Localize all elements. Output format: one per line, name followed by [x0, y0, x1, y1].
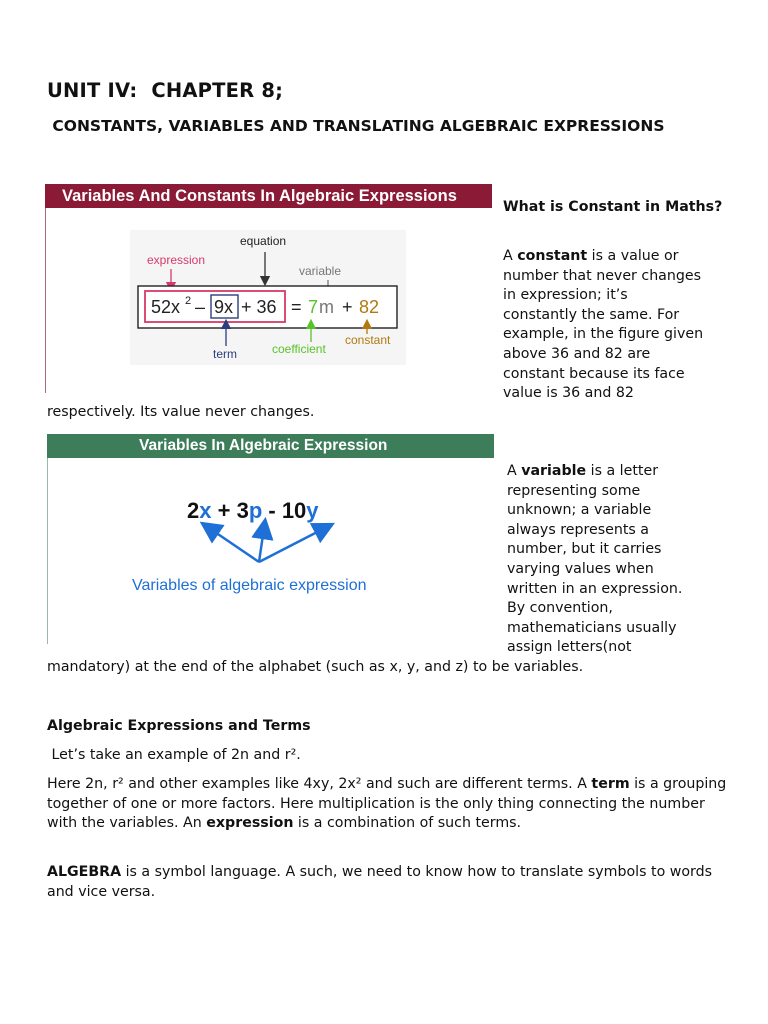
constant-paragraph	[503, 247, 753, 404]
page-heading: UNIT IV: CHAPTER 8;	[47, 79, 284, 102]
variable-paragraph	[507, 462, 757, 658]
variable-line: always represents a	[507, 521, 650, 538]
algebra-keyword: ALGEBRA	[47, 864, 122, 880]
expr-op-1: + 3	[211, 498, 249, 523]
constant-continuation: respectively. Its value never changes.	[47, 404, 315, 420]
eq-variable: m	[319, 297, 334, 317]
variables-expression	[187, 498, 319, 523]
variable-line: By convention,	[507, 600, 613, 617]
terms-heading: Algebraic Expressions and Terms	[47, 718, 311, 734]
variable-line: varying values when	[507, 560, 654, 577]
arrow-to-y	[259, 528, 325, 562]
expr-var-p: p	[248, 498, 263, 523]
terms-example: Let’s take an example of 2n and r².	[47, 747, 301, 763]
constant-line: constant because its face	[503, 365, 685, 382]
variable-line: mathematicians usually	[507, 619, 677, 636]
label-variable: variable	[299, 264, 342, 278]
variable-line: representing some	[507, 482, 641, 499]
variable-line: number, but it carries	[507, 541, 662, 558]
variable-line: A variable is a letter	[507, 463, 659, 479]
term-keyword: term	[591, 776, 630, 792]
eq-minus: –	[195, 297, 206, 317]
terms-paragraph: Here 2n, r² and other examples like 4xy, 2x² and such are different terms. A term is a grouping together of one or more factors. Here multiplication is the only thing connecting the number with the variables. An expression is a combination of such terms.	[47, 776, 727, 832]
constant-line: A constant is a value or	[503, 248, 679, 264]
equation-diagram	[45, 184, 492, 393]
figure-variables-constants	[45, 184, 492, 393]
eq-plus: +	[342, 297, 353, 317]
label-expression: expression	[147, 253, 206, 267]
arrow-to-p	[259, 528, 264, 562]
constant-line: above 36 and 82 are	[503, 345, 651, 362]
label-equation: equation	[240, 234, 287, 248]
figure-variables	[47, 434, 494, 644]
constant-line: example, in the figure given	[503, 326, 704, 343]
expression-keyword: expression	[206, 815, 294, 832]
label-constant: constant	[345, 333, 391, 347]
arrow-to-x	[209, 528, 259, 562]
label-term: term	[213, 347, 237, 361]
eq-equals: =	[291, 297, 302, 317]
expr-op-2: - 10	[262, 498, 307, 523]
figure2-title: Variables In Algebraic Expression	[47, 434, 494, 458]
variable-line: unknown; a variable	[507, 502, 652, 519]
eq-coefficient: 7	[308, 297, 319, 317]
eq-lead: 52x	[151, 297, 181, 317]
constant-keyword: constant	[517, 248, 588, 264]
variables-diagram	[47, 434, 494, 644]
expr-var-y: y	[306, 498, 319, 523]
label-coefficient: coefficient	[272, 342, 326, 356]
constant-line: number that never changes	[503, 267, 701, 284]
variable-keyword: variable	[521, 463, 587, 479]
figure1-title: Variables And Constants In Algebraic Expressions	[45, 184, 492, 208]
constant-line: in expression; it’s	[503, 287, 628, 304]
eq-constant: 82	[359, 297, 380, 317]
variables-caption: Variables of algebraic expression	[132, 577, 367, 594]
variable-continuation: mandatory) at the end of the alphabet (such as x, y, and z) to be variables.	[47, 659, 584, 675]
page-subheading: CONSTANTS, VARIABLES AND TRANSLATING ALGEBRAIC EXPRESSIONS	[47, 117, 665, 135]
eq-exponent: 2	[185, 295, 192, 307]
eq-boxed-term: 9x	[214, 297, 234, 317]
variable-line: written in an expression.	[507, 580, 683, 597]
variable-line: assign letters(not	[507, 639, 632, 656]
eq-plus36: + 36	[241, 297, 277, 317]
expr-var-x: x	[199, 498, 212, 523]
algebra-paragraph: ALGEBRA is a symbol language. A such, we need to know how to translate symbols to words and vice versa.	[47, 864, 713, 900]
constant-line: constantly the same. For	[503, 306, 680, 323]
constant-line: value is 36 and 82	[503, 385, 634, 402]
constant-question: What is Constant in Maths?	[503, 199, 723, 215]
expr-coef-2: 2	[187, 498, 200, 523]
